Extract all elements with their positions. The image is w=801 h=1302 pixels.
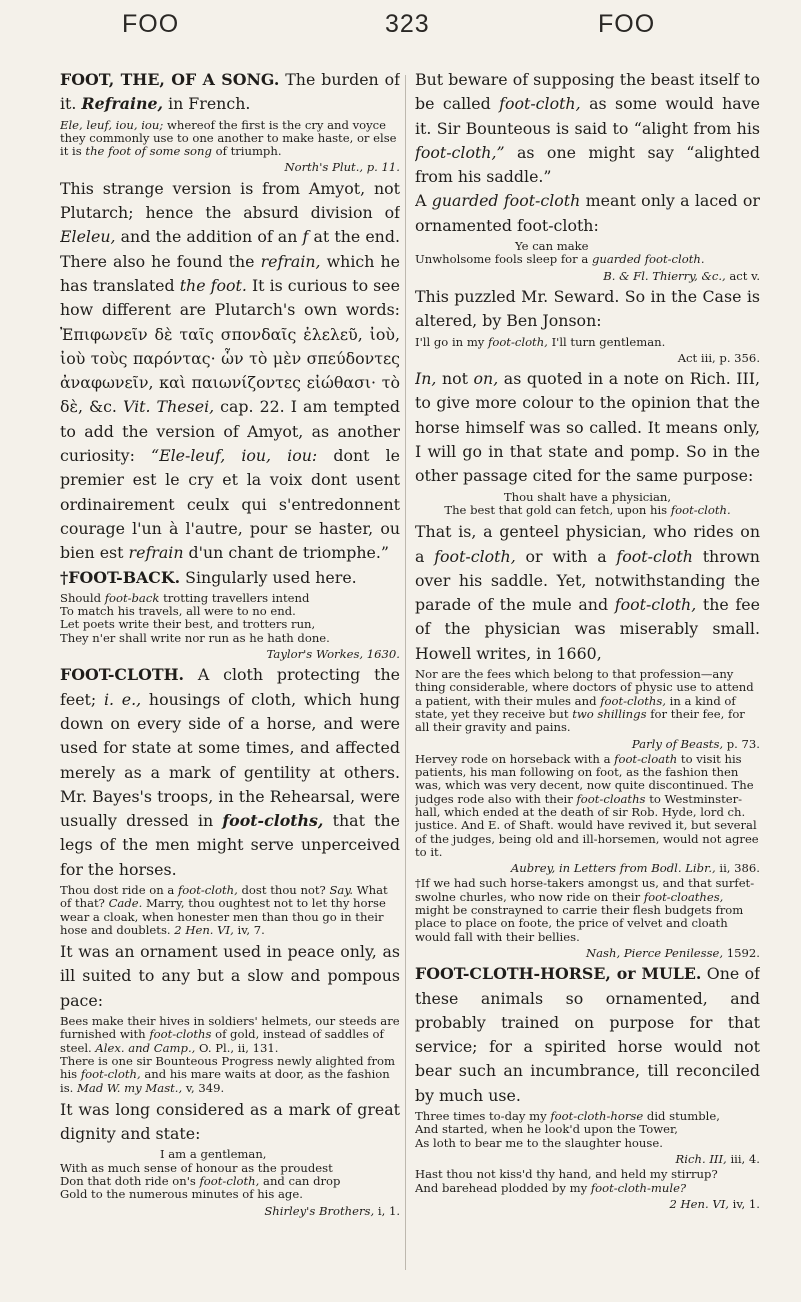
verse-quotation: Three times to-day my foot-cloth-horse did stumble, And started, when he look'd upon the Tower, As loth to bear me to the slaughter house. (415, 1109, 720, 1150)
citation: Nash, Pierce Penilesse, 1592. (585, 945, 760, 960)
citation: Aubrey, in Letters from Bodl. Libr., ii, 386. (510, 861, 760, 876)
citation: B. & Fl. Thierry, &c., act v. (603, 268, 760, 283)
citation: Taylor's Workes, 1630. (266, 647, 400, 662)
quotation: Nor are the fees which belong to that profession—any thing considerable, where doctors of physic use to attend a patient, with their mules and foot-cloths, in a kind of state, yet they receive but two shillings for their fee, for all their gravity and pains. (415, 667, 754, 735)
citation: Act iii, p. 356. (677, 350, 760, 365)
paragraph: It was long considered as a mark of great dignity and state: (60, 1099, 400, 1144)
paragraph: In, not on, as quoted in a note on Rich. III, to give more colour to the opinion that the horse himself was so called. It means only, I will go in that state and pomp. So in the other passage cited for the same purpose: (415, 369, 760, 486)
quotation: Thou dost ride on a foot-cloth, dost thou not? Say. What of that? Cade. Marry, thou oughtest not to let thy horse wear a cloak, when honester men than thou go in their hose and doublets. 2 Hen. VI, iv, 7. (60, 882, 388, 937)
left-column (60, 68, 400, 1290)
greek-quotation: Ἐπιφωνεῖν δὲ ταῖς σπονδαῖς ἐλελεῦ, ἰοὺ, ἰοὺ τοὺς παρόντας· ὧν τὸ μὲν σπεύδοντες ἀναφωνεῖν, καὶ παιωνίζοντες εἰώθασι· τὸ δὲ, &c. (60, 324, 400, 417)
entry-foot-back: †FOOT-BACK. Singularly used here. (60, 567, 357, 587)
verse-quotation: I am a gentleman, With as much sense of honour as the proudest Don that doth ride on's foot-cloth, and can drop Gold to the numerous minutes of his age. (60, 1147, 341, 1202)
entry-foot-cloth: FOOT-CLOTH. A cloth protecting the feet; i. e., housings of cloth, which hung down on every side of a horse, and were used for state at some times, and affected merely as a mark of gentility at others. Mr. Bayes's troops, in the Rehearsal, were usually dressed in foot-cloths, that the legs of the men might serve unperceived for the horses. (60, 665, 400, 879)
quotation: Should foot-back trotting travellers intend To match his travels, all were to no end. Let poets write their best, and trotters run, They n'er shall write nor run as he hath done. (60, 590, 330, 645)
quotation: †If we had such horse-takers amongst us, and that surfet-swolne churles, who now ride on their foot-cloathes, might be constrayned to carrie their flesh budgets from place to place on foote, the price of velvet and cloath would fall with their bellies. (415, 876, 755, 944)
citation: Shirley's Brothers, i, 1. (264, 1203, 400, 1218)
quotation: I'll go in my foot-cloth, I'll turn gentleman. (415, 334, 666, 349)
entry-headword: FOOT-CLOTH. (60, 665, 185, 685)
quotation: Ye can make Unwholsome fools sleep for a guarded foot-cloth. (415, 239, 705, 267)
running-header (0, 10, 801, 46)
right-column (415, 68, 760, 1290)
paragraph: But beware of supposing the beast itself to be called foot-cloth, as some would have it. Sir Bounteous is said to “alight from his foot-cloth,” as one might say “alighted from his saddle.” (415, 70, 760, 187)
paragraph: A guarded foot-cloth meant only a laced or ornamented foot-cloth: (415, 191, 760, 235)
entry-foot-the-of-a-song: FOOT, THE, OF A SONG. The burden of it. Refraine, in French. (60, 70, 400, 114)
header-left-word: FOO (122, 10, 180, 38)
entry-headword: FOOT-CLOTH-HORSE, or MULE. (415, 964, 702, 984)
paragraph: This puzzled Mr. Seward. So in the Case is altered, by Ben Jonson: (415, 286, 760, 331)
verse-quotation: Hast thou not kiss'd thy hand, and held my stirrup? And barehead plodded by my foot-cloth-mule? (415, 1167, 718, 1195)
quotation: Bees make their hives in soldiers' helmets, our steeds are furnished with foot-cloths of gold, instead of saddles of steel. Alex. and Camp., O. Pl., ii, 131. There is one sir Bounteous Progress newly alighted from his foot-cloth, and his mare waits at door, as the fashion is. Mad W. my Mast., v, 349. (60, 1014, 400, 1095)
citation: 2 Hen. VI, iv, 1. (669, 1196, 760, 1211)
entry-headword: †FOOT-BACK. (60, 567, 181, 587)
header-right-word: FOO (598, 10, 656, 38)
paragraph: It was an ornament used in peace only, as ill suited to any but a slow and pompous pace: (60, 942, 400, 1010)
page-number: 323 (385, 10, 430, 38)
paragraph: That is, a genteel physician, who rides on a foot-cloth, or with a foot-cloth thrown over his saddle. Yet, notwithstanding the parade of the mule and foot-cloth, the fee of the physician was miserably small. Howell writes, in 1660, (415, 522, 760, 663)
citation: Rich. III, iii, 4. (675, 1151, 760, 1166)
citation: North's Plut., p. 11. (284, 160, 400, 175)
entry-foot-cloth-horse: FOOT-CLOTH-HORSE, or MULE. One of these animals so ornamented, and probably trained on purpose for that service; for a spirited horse would not bear such an incumbrance, till reconciled by much use. (415, 964, 760, 1105)
paragraph: This strange version is from Amyot, not Plutarch; hence the absurd division of Eleleu, and the addition of an f at the end. There also he found the refrain, which he has translated the foot. It is curious to see how different are Plutarch's own words: Ἐπιφωνεῖν δὲ ταῖς σπονδαῖς ἐλελεῦ, ἰοὺ, ἰοὺ τοὺς παρόντας· ὧν τὸ μὲν σπεύδοντες ἀναφωνεῖν, καὶ παιωνίζοντες εἰώθασι· τὸ δὲ, &c. Vit. Thesei, cap. 22. I am tempted to add the version of Amyot, as another curiosity: “Ele-leuf, iou, iou: dont le premier est le cry et la voix dont usent ordinairement ceulx qui s'entredonnent courage l'un à l'autre, pour se haster, ou bien est refrain d'un chant de triomphe.” (60, 178, 400, 563)
quotation: Thou shalt have a physician, The best that gold can fetch, upon his foot-cloth. (444, 489, 731, 517)
citation: Parly of Beasts, p. 73. (631, 736, 760, 751)
quotation: Hervey rode on horseback with a foot-cloath to visit his patients, his man following on foot, as the fashion then was, which was very decent, now quite discontinued. The judges rode also with their foot-cloaths to Westminster-hall, which ended at the death of sir Rob. Hyde, lord ch. justice. And E. of Shaft. would have revived it, but several of the judges, being old and ill-horsemen, would not agree to it. (415, 751, 759, 859)
column-rule (405, 75, 406, 1270)
quotation: Ele, leuf, iou, iou; whereof the first is the cry and voyce they commonly use to one another to make haste, or else it is the foot of some song of triumph. (60, 117, 397, 159)
entry-headword: FOOT, THE, OF A SONG. (60, 70, 280, 89)
